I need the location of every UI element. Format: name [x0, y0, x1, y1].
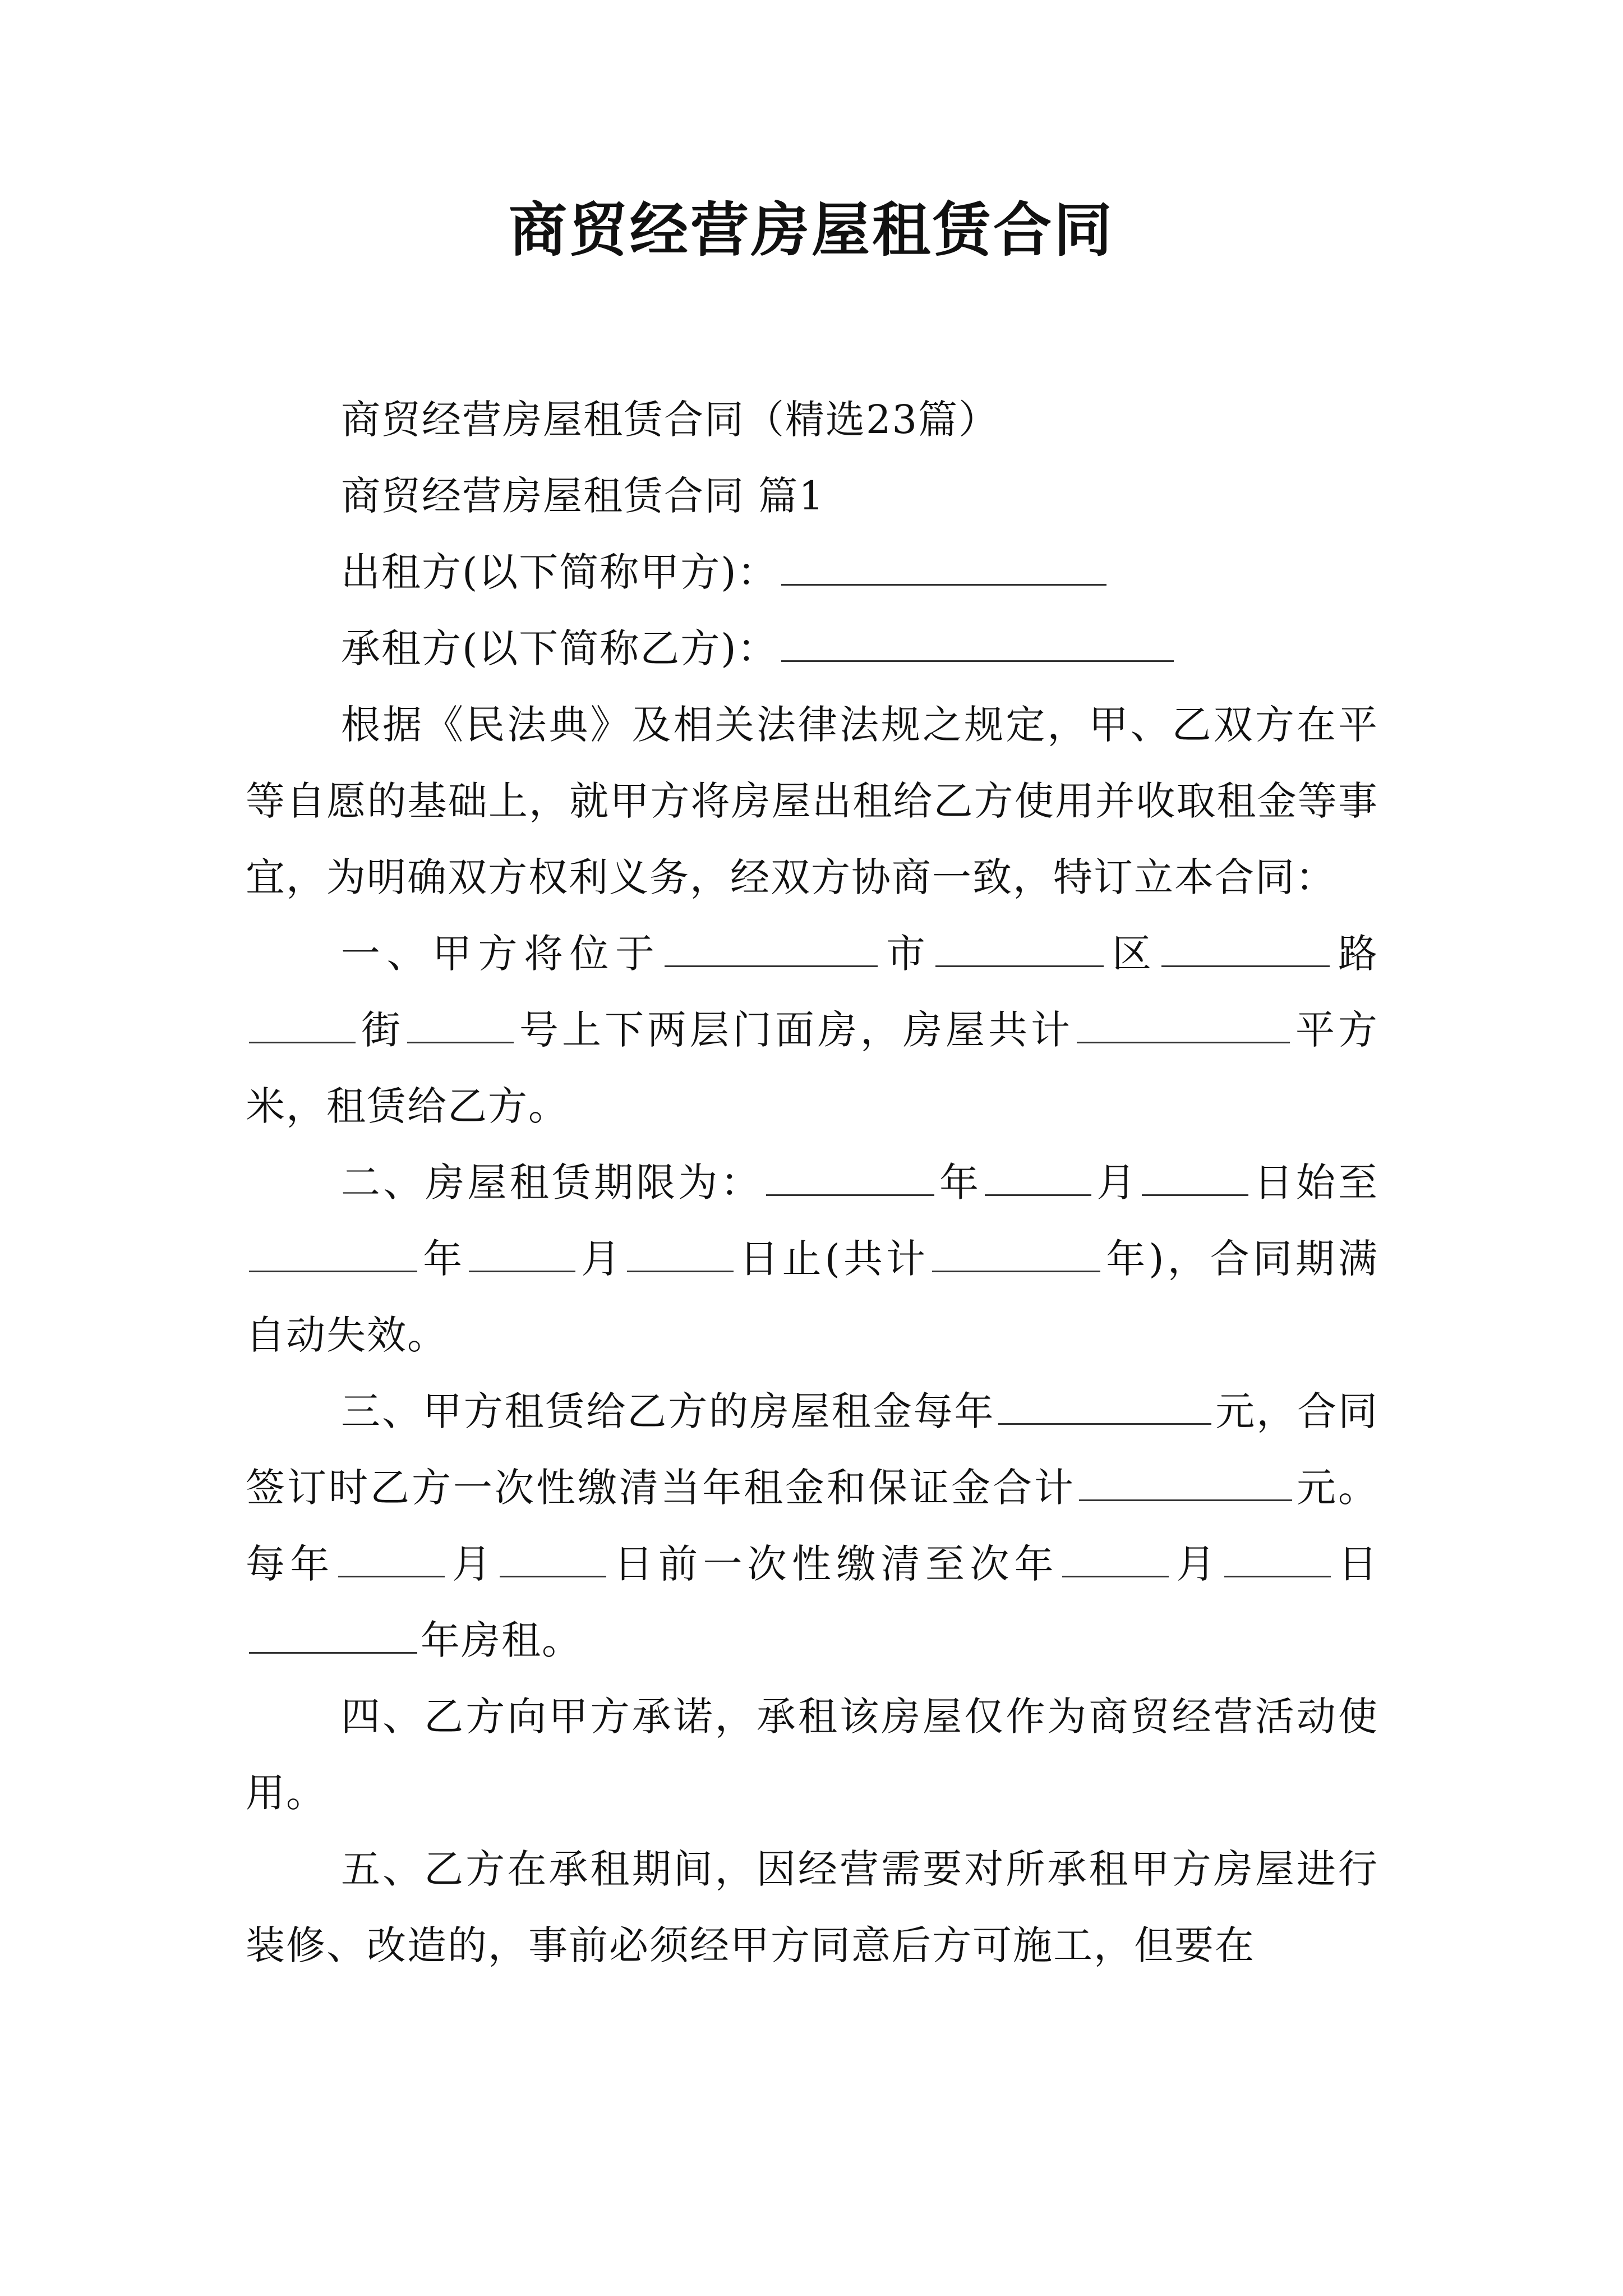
clause-2-text: 年 [421, 1236, 466, 1282]
clause-1 [246, 915, 1378, 1144]
clause-3-text: 月 [448, 1541, 497, 1587]
road-blank[interactable] [1161, 934, 1330, 967]
clause-3-text: 元。每年 [246, 1465, 1378, 1587]
clause-2-text: 日止(共计 [737, 1236, 929, 1282]
clause-3-text: 年房租。 [421, 1617, 582, 1663]
street-blank[interactable] [249, 1010, 356, 1043]
term-years-blank[interactable] [932, 1239, 1100, 1272]
clause-3-text: 月 [1172, 1541, 1221, 1587]
annual-rent-blank[interactable] [998, 1392, 1211, 1425]
clause-2-text: 年 [937, 1159, 982, 1205]
start-year-blank[interactable] [766, 1163, 934, 1196]
clause-1-text: 路 [1332, 931, 1378, 977]
lessee-line [246, 610, 1378, 687]
next-day-blank[interactable] [1224, 1544, 1331, 1577]
district-blank[interactable] [935, 934, 1104, 967]
end-month-blank[interactable] [469, 1239, 575, 1272]
clause-4: 四、乙方向甲方承诺，承租该房屋仅作为商贸经营活动使用。 [246, 1694, 1378, 1816]
start-day-blank[interactable] [1142, 1163, 1248, 1196]
section-heading: 商贸经营房屋租赁合同 篇1 [341, 473, 825, 519]
area-blank[interactable] [1077, 1010, 1290, 1043]
clause-3 [246, 1373, 1378, 1678]
clause-1-text: 平方米，租赁给乙方。 [246, 1007, 1378, 1129]
clause-1-text: 区 [1106, 931, 1158, 977]
rent-year-blank[interactable] [249, 1621, 417, 1654]
clause-1-text: 市 [880, 931, 932, 977]
clause-3-text: 元，合同签订时乙方一次性缴清当年租金和保证金合计 [246, 1388, 1379, 1511]
lessor-label: 出租方(以下简称甲方)： [341, 549, 778, 595]
clause-2-text: 年)，合同期满自动失效。 [246, 1236, 1379, 1358]
total-payment-blank[interactable] [1079, 1468, 1292, 1501]
number-blank[interactable] [407, 1010, 514, 1043]
clause-3-text: 日 [1334, 1541, 1379, 1587]
pay-day-blank[interactable] [500, 1544, 606, 1577]
clause-5: 五、乙方在承租期间，因经营需要对所承租甲方房屋进行装修、改造的，事前必须经甲方同意后方可施工，但要在 [246, 1846, 1378, 1968]
clause-2 [246, 1144, 1378, 1373]
document-title: 商贸经营房屋租赁合同 [508, 195, 1114, 264]
clause-2-text: 月 [579, 1236, 624, 1282]
start-month-blank[interactable] [985, 1163, 1091, 1196]
lessee-label: 承租方(以下简称乙方)： [341, 625, 778, 671]
clause-3-text: 日前一次性缴清至次年 [610, 1541, 1059, 1587]
clause-2-text: 日始至 [1252, 1159, 1379, 1205]
clause-2-text: 二、房屋租赁期限为： [341, 1159, 763, 1205]
clause-2-text: 月 [1095, 1159, 1139, 1205]
pay-month-blank[interactable] [338, 1544, 445, 1577]
clause-1-text: 街 [359, 1007, 404, 1053]
clause-1-text: 号上下两层门面房，房屋共计 [517, 1007, 1073, 1053]
end-day-blank[interactable] [627, 1239, 734, 1272]
clause-1-text: 一、甲方将位于 [341, 931, 661, 977]
lessee-blank[interactable] [781, 629, 1174, 662]
end-year-blank[interactable] [249, 1239, 417, 1272]
subtitle: 商贸经营房屋租赁合同（精选23篇） [341, 397, 999, 443]
next-month-blank[interactable] [1062, 1544, 1169, 1577]
preamble-paragraph: 根据《民法典》及相关法律法规之规定，甲、乙双方在平等自愿的基础上，就甲方将房屋出租给乙方使用并收取租金等事宜，为明确双方权利义务，经双方协商一致，特订立本合同： [246, 702, 1378, 900]
clause-3-text: 三、甲方租赁给乙方的房屋租金每年 [341, 1388, 995, 1434]
city-blank[interactable] [665, 934, 878, 967]
lessor-blank[interactable] [781, 553, 1106, 586]
lessor-line [246, 534, 1378, 610]
document-body [246, 381, 1378, 1984]
